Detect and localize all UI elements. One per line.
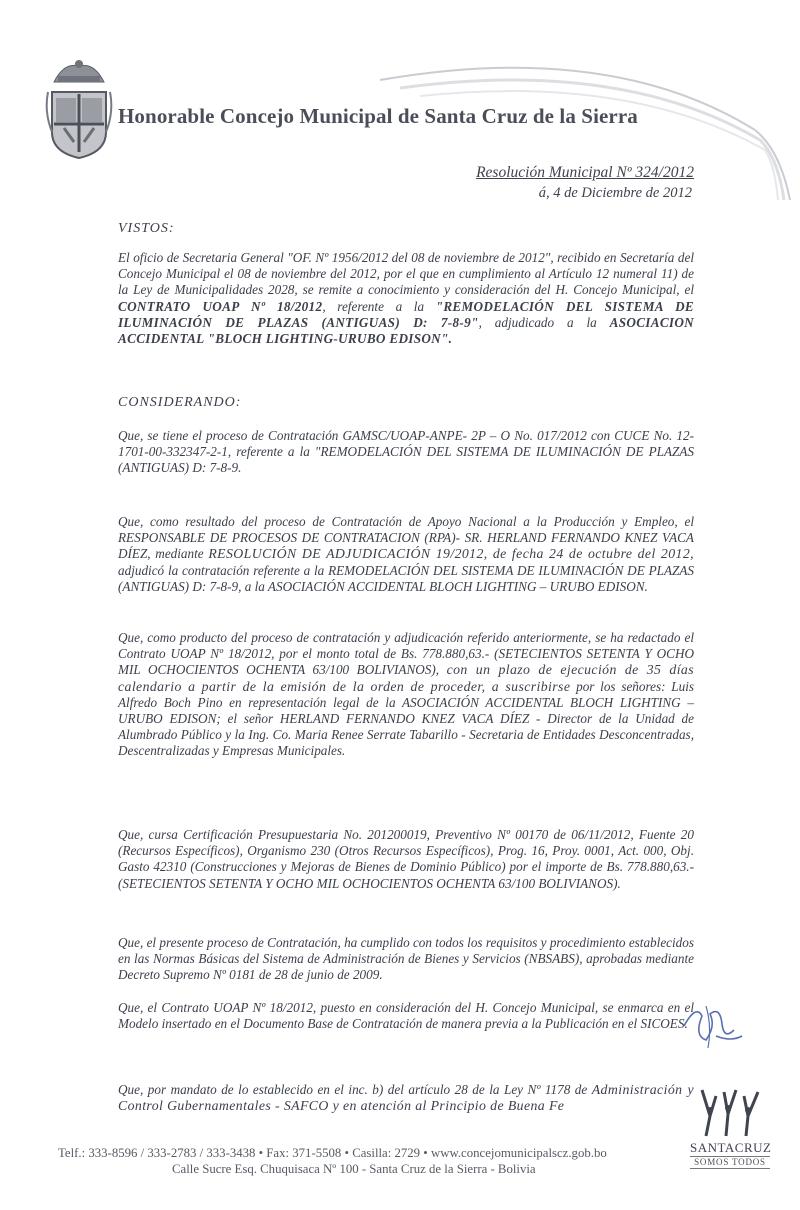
paragraph-3-part-c: por los señores: Luis Alfredo Boch Pino en representación legal de la ASOCIACIÓN ACCIDENTAL BLOCH LIGHTING – URUBO EDISON; el señor HERLAND FERNANDO KNEZ VACA DÍEZ - Director de la Unidad de Alumbrado Público y la Ing. Co. Maria Renee Serrate Tabarillo - Secretaria de Entidades Desconcentradas, Descentralizadas y Empresas Municipales. [118, 678, 694, 759]
vistos-connector-2: , adjudicado a la [478, 314, 610, 330]
project-name: "REMODELACIÓN DEL SISTEMA DE ILUMINACIÓN DE PLAZAS (ANTIGUAS) D: 7-8-9" [118, 298, 694, 330]
institution-title: Honorable Concejo Municipal de Santa Cruz de la Sierra [118, 104, 638, 128]
vistos-text: El oficio de Secretaria General "OF. Nº 1956/2012 del 08 de noviembre de 2012", recibido en Secretaría del Concejo Municipal el 08 de noviembre del 2012, por el que en cumplimiento al Artículo 12 numeral 11) de la Ley de Municipalidades 2028, se remite a conocimiento y consideración del H. Concejo Municipal, el [118, 250, 694, 298]
vistos-heading: VISTOS: [118, 221, 175, 236]
execution-term: con un plazo de ejecución de 35 días calendario a partir de la emisión de la orden de proceder, a suscribirse [118, 662, 694, 694]
logo-subtitle: SOMOS TODOS [690, 1156, 770, 1169]
coat-of-arms-icon [44, 52, 114, 160]
considerando-paragraph-4: Que, cursa Certificación Presupuestaria No. 201200019, Preventivo Nº 00170 de 06/11/2012, Fuente 20 (Recursos Específicos), Organismo 230 (Otros Recursos Específicos), Prog. 16, Proy. 0001, Act. 000, Obj. Gasto 42310 (Construcciones y Mejoras de Bienes de Dominio Público) por el importe de Bs. 778.880,63.- (SETECIENTOS SETENTA Y OCHO MIL OCHOCIENTOS OCHENTA 63/100 BOLIVIANOS). [118, 827, 694, 891]
footer-contact: Telf.: 333-8596 / 333-2783 / 333-3438 • Fax: 371-5508 • Casilla: 2729 • www.concejomunicipalscz.gob.bo [58, 1146, 607, 1160]
paragraph-7-part-a: Que, por mandato de lo establecido en el inc. b) del artículo 28 de la Ley Nº 1178 de [118, 1082, 592, 1097]
people-figures-icon [696, 1086, 764, 1140]
handwritten-signature [676, 996, 746, 1056]
footer-address: Calle Sucre Esq. Chuquisaca Nº 100 - Santa Cruz de la Sierra - Bolivia [172, 1162, 536, 1176]
santa-cruz-logo [690, 1086, 770, 1176]
adjudication-resolution: RESOLUCIÓN DE ADJUDICACIÓN 19/2012, de fecha 24 de octubre del 2012, [208, 546, 694, 562]
considerando-paragraph-5: Que, el presente proceso de Contratación, ha cumplido con todos los requisitos y procedimiento establecidos en las Normas Básicas del Sistema de Administración de Bienes y Servicios (NBSABS), aprobadas mediante Decreto Supremo Nº 0181 de 28 de junio de 2009. [118, 935, 695, 983]
paragraph-3-part-a: Que, como producto del proceso de contratación y adjudicación referido anteriormente, se ha redactado el Contrato UOAP Nº 18/2012, por el monto total de Bs. 778.880,63.- (SETECIENTOS SETENTA Y OCHO MIL OCHOCIENTOS OCHENTA 63/100 BOLIVIANOS), [118, 630, 694, 678]
considerando-heading: CONSIDERANDO: [118, 395, 242, 410]
paragraph-7-part-b: Administración y Control Gubernamentales - SAFCO y en atención al Principio de Buena Fe [118, 1082, 694, 1114]
paragraph-2-part-c: adjudicó la contratación referente a la REMODELACIÓN DEL SISTEMA DE ILUMINACIÓN DE PLAZAS (ANTIGUAS) D: 7-8-9, a la ASOCIACIÓN ACCIDENTAL BLOCH LIGHTING – URUBO EDISON. [118, 562, 694, 594]
vistos-paragraph [118, 250, 694, 347]
considerando-paragraph-3 [118, 630, 694, 760]
considerando-paragraph-2 [118, 514, 694, 595]
paragraph-2-part-a: Que, como resultado del proceso de Contratación de Apoyo Nacional a la Producción y Empleo, el RESPONSABLE DE PROCESOS DE CONTRATACION (RPA)- SR. HERLAND FERNANDO KNEZ VACA DÍEZ, mediante [118, 514, 694, 562]
resolution-date: á, 4 de Diciembre de 2012 [538, 185, 692, 201]
considerando-paragraph-6: Que, el Contrato UOAP Nº 18/2012, puesto en consideración del H. Concejo Municipal, se enmarca en el Modelo insertado en el Documento Base de Contratación de manera previa a la Publicación en el SICOES. [118, 1000, 694, 1032]
company-name: ASOCIACION ACCIDENTAL "BLOCH LIGHTING-URUBO EDISON". [118, 314, 694, 347]
considerando-paragraph-1: Que, se tiene el proceso de Contratación GAMSC/UOAP-ANPE- 2P – O No. 017/2012 con CUCE No. 12-1701-00-332347-2-1, referente a la "REMODELACIÓN DEL SISTEMA DE ILUMINACIÓN DE PLAZAS (ANTIGUAS) D: 7-8-9. [118, 428, 694, 476]
contract-reference: CONTRATO UOAP Nº 18/2012 [118, 298, 323, 314]
vistos-connector: , referente a la [322, 298, 436, 314]
logo-text: SANTACRUZ [690, 1140, 772, 1155]
considerando-paragraph-7 [118, 1082, 694, 1114]
resolution-number: Resolución Municipal Nº 324/2012 [476, 164, 694, 181]
